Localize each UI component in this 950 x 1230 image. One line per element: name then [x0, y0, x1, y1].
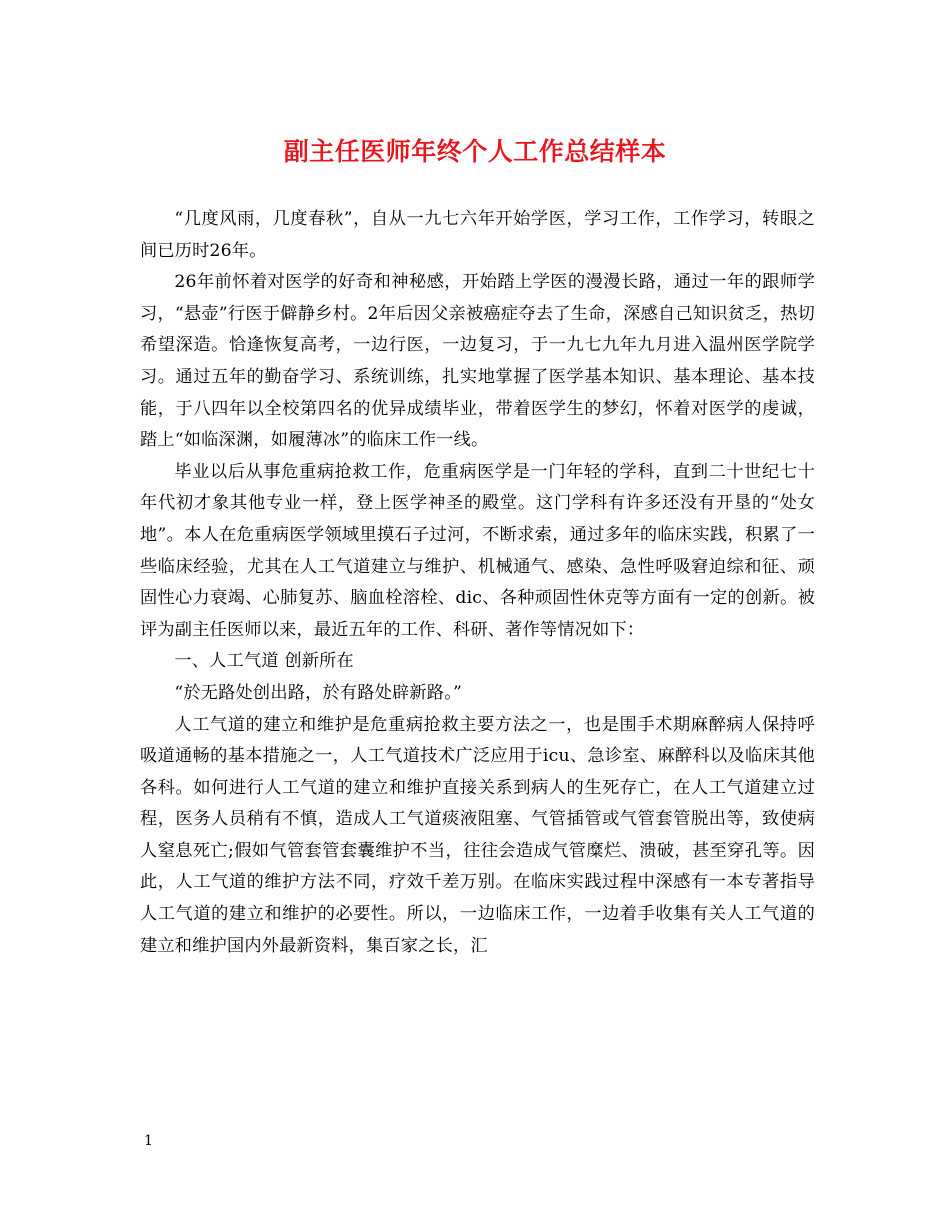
- document-body: [140, 204, 815, 962]
- paragraph-intro: “几度风雨，几度春秋”，自从一九七六年开始学医，学习工作，工作学习，转眼之间已历时26年。: [140, 209, 815, 261]
- paragraph-background: 26年前怀着对医学的好奇和神秘感，开始踏上学医的漫漫长路，通过一年的跟师学习，“悬壶”行医于僻静乡村。2年后因父亲被癌症夺去了生命，深感自己知识贫乏，热切希望深造。恰逢恢复高考，一边行医，一边复习，于一九七九年九月进入温州医学院学习。通过五年的勤奋学习、系统训练，扎实地掌握了医学基本知识、基本理论、基本技能，于八四年以全校第四名的优异成绩毕业，带着医学生的梦幻，怀着对医学的虔诚，踏上“如临深渊，如履薄冰”的临床工作一线。: [140, 272, 815, 451]
- document-title: 副主任医师年终个人工作总结样本: [283, 137, 667, 166]
- section-quote: “於无路处创出路，於有路处辟新路。”: [174, 682, 462, 703]
- page-number: 1: [144, 1133, 153, 1149]
- paragraph-critical-care: 毕业以后从事危重病抢救工作，危重病医学是一门年轻的学科，直到二十世纪七十年代初才象其他专业一样，登上医学神圣的殿堂。这门学科有许多还没有开垦的“处女地”。本人在危重病医学领域里摸石子过河，不断求索，通过多年的临床实践，积累了一些临床经验，尤其在人工气道建立与维护、机械通气、感染、急性呼吸窘迫综和征、顽固性心力衰竭、心肺复苏、脑血栓溶栓、dic、各种顽固性休克等方面有一定的创新。被评为副主任医师以来，最近五年的工作、科研、著作等情况如下：: [140, 461, 815, 640]
- section-heading: 一、人工气道 创新所在: [174, 651, 354, 672]
- paragraph-airway: 人工气道的建立和维护是危重病抢救主要方法之一，也是围手术期麻醉病人保持呼吸道通畅的基本措施之一，人工气道技术广泛应用于icu、急诊室、麻醉科以及临床其他各科。如何进行人工气道的建立和维护直接关系到病人的生死存亡，在人工气道建立过程，医务人员稍有不慎，造成人工气道痰液阻塞、气管插管或气管套管脱出等，致使病人窒息死亡;假如气管套管套囊维护不当，往往会造成气管糜烂、溃破，甚至穿孔等。因此，人工气道的维护方法不同，疗效千差万别。在临床实践过程中深感有一本专著指导人工气道的建立和维护的必要性。所以，一边临床工作，一边着手收集有关人工气道的建立和维护国内外最新资料，集百家之长，汇: [140, 714, 815, 956]
